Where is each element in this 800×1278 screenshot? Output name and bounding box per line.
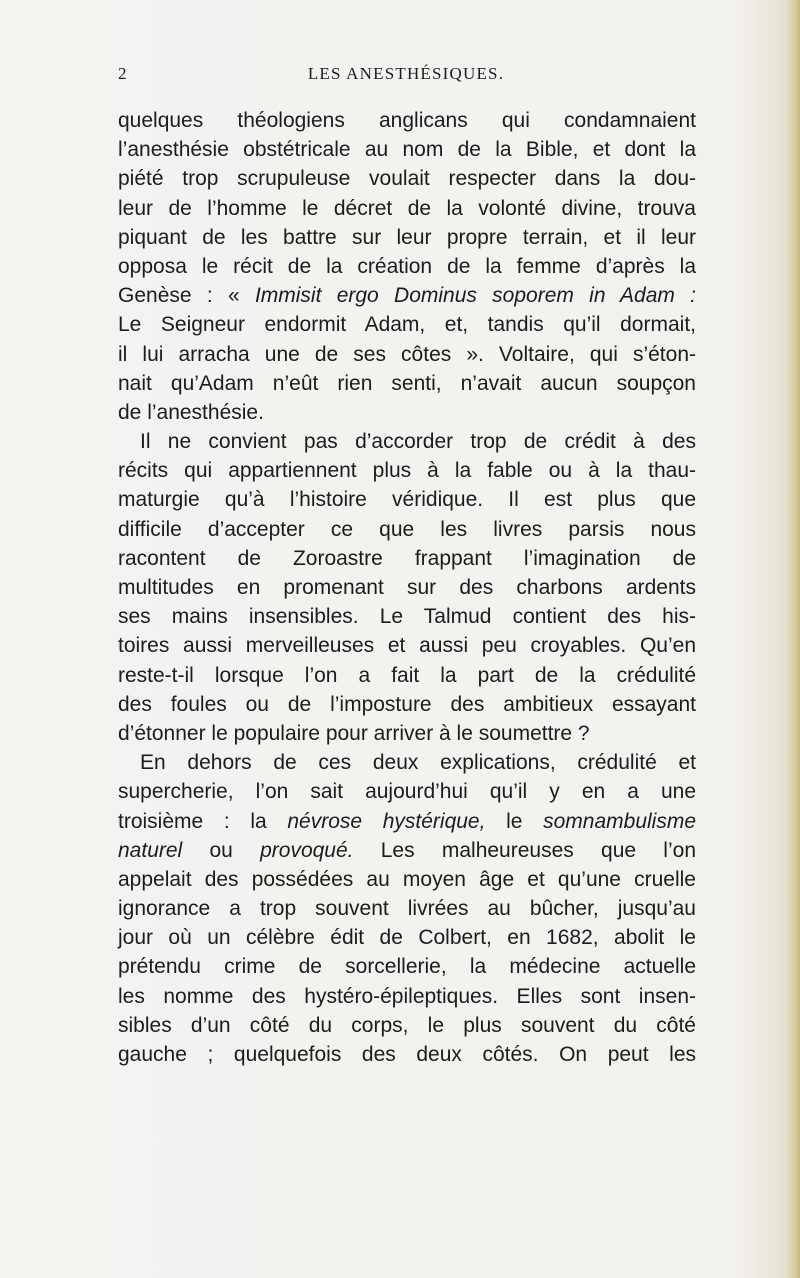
text-line: l’anesthésie obstétricale au nom de la Bible, et dont la bbox=[118, 138, 696, 162]
text-line: piquant de les battre sur leur propre terrain, et il leur bbox=[118, 225, 696, 249]
text-run: ou bbox=[182, 838, 261, 862]
text-line: récits qui appartiennent plus à la fable ou à la thau- bbox=[118, 459, 696, 483]
text-line: Le Seigneur endormit Adam, et, tandis qu’il dormait, bbox=[118, 313, 696, 337]
text-run: troisième : la bbox=[118, 809, 288, 833]
text-run: Genèse : « bbox=[118, 284, 255, 308]
text-line: les nomme des hystéro-épileptiques. Elles sont insen- bbox=[118, 984, 696, 1008]
text-line: ses mains insensibles. Le Talmud contient des his- bbox=[118, 605, 696, 629]
text-line: leur de l’homme le décret de la volonté divine, trouva bbox=[118, 196, 696, 220]
text-line: nait qu’Adam n’eût rien senti, n’avait aucun soupçon bbox=[118, 371, 696, 395]
text-line: ignorance a trop souvent livrées au bûcher, jusqu’au bbox=[118, 897, 696, 921]
text-line: piété trop scrupuleuse voulait respecter dans la dou- bbox=[118, 167, 696, 191]
text-line: En dehors de ces deux explications, crédulité et bbox=[140, 751, 696, 775]
text-line: multitudes en promenant sur des charbons ardents bbox=[118, 576, 696, 599]
italic-term: névrose hystérique, bbox=[287, 809, 486, 833]
text-line: maturgie qu’à l’histoire véridique. Il est plus que bbox=[118, 488, 696, 512]
italic-term: provoqué. bbox=[260, 838, 354, 862]
text-line: gauche ; quelquefois des deux côtés. On peut les bbox=[118, 1043, 696, 1066]
text-line: quelques théologiens anglicans qui condamnaient bbox=[118, 109, 696, 132]
italic-term: naturel bbox=[118, 838, 183, 862]
text-line: Il ne convient pas d’accorder trop de crédit à des bbox=[140, 430, 696, 454]
text-line: appelait des possédées au moyen âge et qu’une cruelle bbox=[118, 867, 696, 891]
text-line: toires aussi merveilleuses et aussi peu croyables. Qu’en bbox=[118, 634, 696, 658]
text-line bbox=[118, 807, 696, 836]
page-edge bbox=[786, 0, 800, 1278]
text-line: difficile d’accepter ce que les livres parsis nous bbox=[118, 517, 696, 541]
text-line: jour où un célèbre édit de Colbert, en 1682, abolit le bbox=[118, 926, 696, 950]
text-line: de l’anesthésie. bbox=[118, 400, 264, 424]
text-run: le bbox=[485, 809, 544, 833]
text-line: prétendu crime de sorcellerie, la médecine actuelle bbox=[118, 955, 696, 979]
text-line: des foules ou de l’imposture des ambitieux essayant bbox=[118, 692, 696, 716]
text-line: d’étonner le populaire pour arriver à le soumettre ? bbox=[118, 721, 590, 745]
text-line: reste-t-il lorsque l’on a fait la part de la crédulité bbox=[118, 663, 696, 687]
text-run: Les malheureuses que l’on bbox=[353, 838, 696, 862]
page-number: 2 bbox=[118, 64, 128, 83]
running-title: LES ANESTHÉSIQUES. bbox=[307, 64, 505, 83]
text-line: opposa le récit de la création de la femme d’après la bbox=[118, 254, 696, 278]
italic-term: somnambulisme bbox=[543, 809, 696, 833]
text-line bbox=[118, 836, 696, 865]
body-text bbox=[118, 106, 696, 1069]
text-line: il lui arracha une de ses côtes ». Voltaire, qui s’éton- bbox=[118, 342, 696, 366]
text-line: supercherie, l’on sait aujourd’hui qu’il y en a une bbox=[118, 780, 696, 804]
text-line bbox=[118, 281, 696, 310]
text-line: racontent de Zoroastre frappant l’imagination de bbox=[118, 546, 696, 570]
text-line: sibles d’un côté du corps, le plus souvent du côté bbox=[118, 1013, 696, 1037]
running-header bbox=[118, 64, 694, 92]
latin-quote: Immisit ergo Dominus soporem in Adam : bbox=[254, 284, 696, 308]
